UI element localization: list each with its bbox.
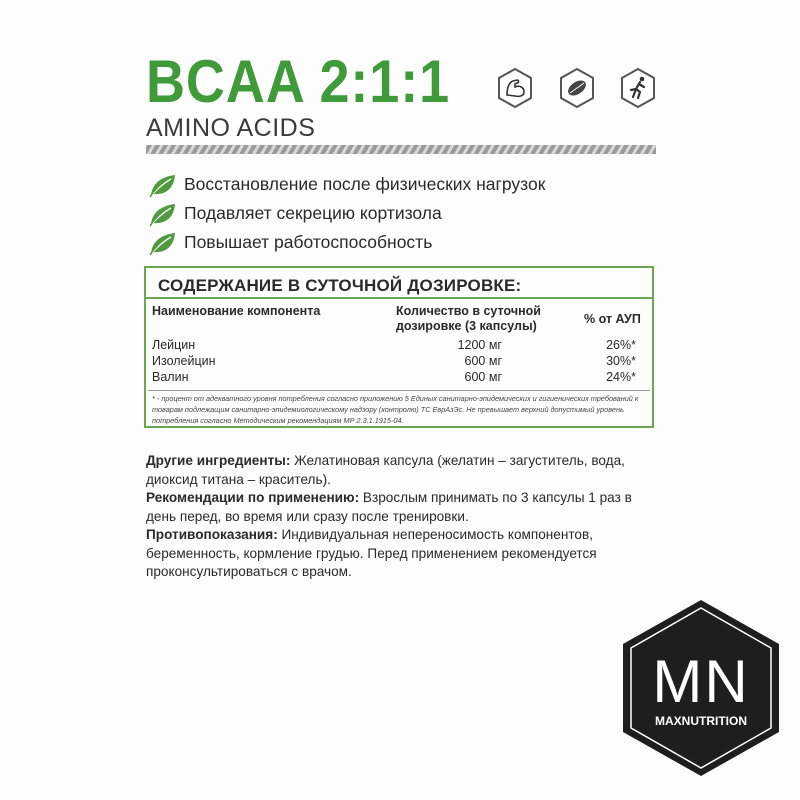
benefit-item	[148, 170, 545, 199]
benefit-text: Восстановление после физических нагрузок	[184, 174, 546, 194]
benefits-list	[148, 170, 545, 257]
muscle-arm-icon	[497, 68, 533, 108]
row-amount: 600 мг	[464, 370, 502, 384]
benefit-text: Подавляет секрецию кортизола	[184, 203, 442, 223]
benefit-item	[148, 228, 545, 257]
row-name: Изолейцин	[152, 354, 216, 368]
footnote-divider	[148, 390, 650, 391]
column-header-percent: % от АУП	[584, 312, 641, 326]
decorative-stripe	[146, 145, 656, 154]
contraindications-paragraph	[146, 526, 646, 582]
leaf-icon	[148, 230, 178, 256]
table-divider	[146, 297, 652, 299]
usage-label: Рекомендации по применению:	[146, 490, 360, 505]
contraindications-label: Противопоказания:	[146, 527, 278, 542]
usage-paragraph	[146, 489, 646, 526]
column-header-component: Наименование компонента	[152, 304, 321, 318]
benefit-item	[148, 199, 545, 228]
ingredients-label: Другие ингредиенты:	[146, 453, 291, 468]
table-heading: СОДЕРЖАНИЕ В СУТОЧНОЙ ДОЗИРОВКЕ:	[158, 276, 522, 295]
usage-text: Взрослым принимать по 3 капсулы 1 раз в день перед, во время или сразу после тренировки.	[146, 490, 632, 524]
logo-brand-name: MAXNUTRITION	[655, 714, 747, 728]
row-name: Валин	[152, 370, 189, 384]
column-header-amount: Количество в суточной дозировке (3 капсулы)	[396, 304, 541, 333]
product-title: BCAA 2:1:1	[146, 48, 451, 115]
leaf-icon	[148, 172, 178, 198]
brand-logo	[621, 598, 781, 778]
logo-monogram: MN	[652, 648, 750, 715]
contraindications-text: Индивидуальная непереносимость компонентов, беременность, кормление грудью. Перед применением рекомендуется проконсультироваться с врачом.	[146, 527, 597, 579]
row-amount: 600 мг	[464, 354, 502, 368]
product-description	[146, 452, 646, 582]
row-percent: 26%*	[606, 338, 636, 352]
leaf-icon	[148, 201, 178, 227]
product-subtitle: AMINO ACIDS	[146, 114, 316, 142]
row-percent: 24%*	[606, 370, 636, 384]
running-man-icon	[620, 68, 656, 108]
daily-dose-table	[144, 266, 654, 428]
ingredients-text: Желатиновая капсула (желатин – загуститель, вода, диоксид титана – краситель).	[146, 453, 625, 487]
row-amount: 1200 мг	[457, 338, 502, 352]
seed-grain-icon	[559, 68, 595, 108]
table-footnote: * - процент от адекватного уровня потребления согласно приложению 5 Единых санитарно-эпидемических и гигиенических требований к товарам подлежащим санитарно-эпидемиологическому надзору (контролю) ТС ЕврАзЭс. Не превышает верхний допустимый уровень потребления согласно Методическим рекомендациям МР 2.3.1.1915-04.	[152, 394, 639, 425]
row-percent: 30%*	[606, 354, 636, 368]
ingredients-paragraph	[146, 452, 646, 489]
benefit-text: Повышает работоспособность	[184, 232, 433, 252]
row-name: Лейцин	[152, 338, 196, 352]
